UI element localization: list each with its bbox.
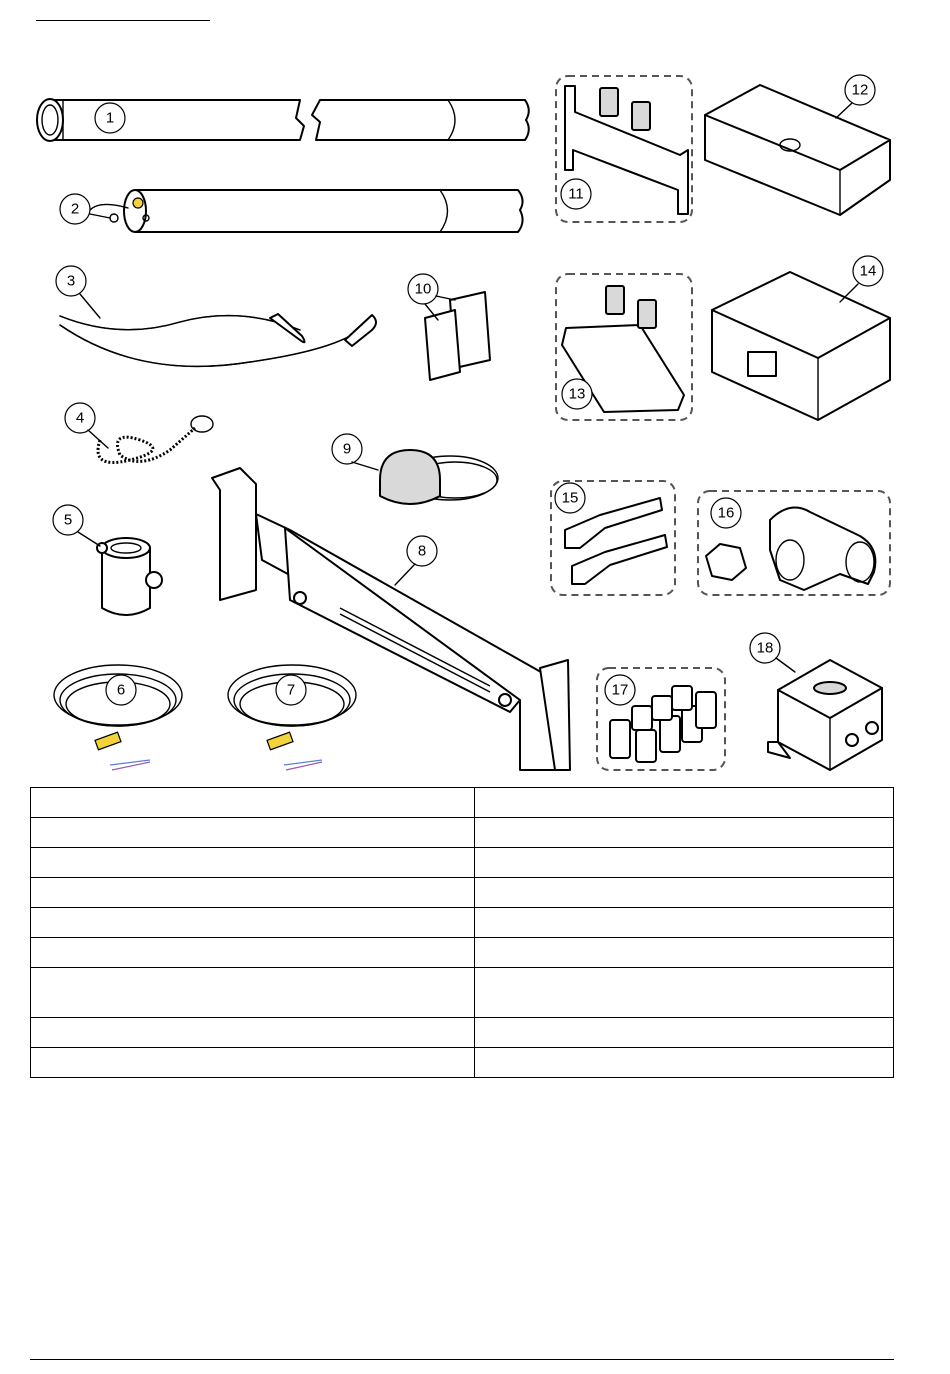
callout-5 [53, 505, 83, 535]
svg-text:12: 12 [851, 81, 869, 99]
callout-13 [562, 379, 592, 409]
table-row [31, 938, 894, 968]
callout-3 [56, 266, 86, 296]
table-row [31, 1048, 894, 1078]
svg-text:8: 8 [417, 542, 427, 560]
svg-text:9: 9 [342, 440, 352, 458]
table-row [31, 848, 894, 878]
callout-6 [106, 675, 136, 705]
callout-8 [407, 536, 437, 566]
callout-15 [555, 483, 585, 513]
table-cell [31, 818, 475, 848]
table-row [31, 1018, 894, 1048]
table-cell [475, 848, 894, 878]
callout-12 [845, 75, 875, 105]
footer-rule [30, 1359, 894, 1360]
svg-text:14: 14 [859, 262, 877, 280]
callout-2 [60, 194, 90, 224]
table-cell [31, 848, 475, 878]
part-5-clamp [97, 538, 162, 615]
table-row [31, 788, 894, 818]
svg-text:13: 13 [568, 385, 586, 403]
svg-text:1: 1 [105, 109, 115, 127]
table-cell [475, 1018, 894, 1048]
table-cell [475, 938, 894, 968]
callout-16 [711, 498, 741, 528]
svg-text:4: 4 [75, 409, 85, 427]
table-row [31, 818, 894, 848]
part-14-case [712, 272, 890, 420]
bolt-icon [133, 198, 143, 208]
svg-text:16: 16 [717, 504, 735, 522]
svg-text:10: 10 [414, 280, 432, 298]
part-10-modules [425, 292, 490, 380]
callout-14 [853, 256, 883, 286]
svg-text:17: 17 [611, 681, 629, 699]
table-row [31, 968, 894, 1018]
table-cell [475, 818, 894, 848]
part-4-bead-chain [98, 416, 213, 463]
table-cell [475, 968, 894, 1018]
svg-text:11: 11 [568, 185, 584, 203]
table-row [31, 908, 894, 938]
table-cell [475, 908, 894, 938]
callout-7 [276, 675, 306, 705]
svg-text:7: 7 [286, 681, 296, 699]
part-18-junction-box [768, 660, 882, 770]
callout-18 [750, 633, 780, 663]
table-cell [31, 968, 475, 1018]
table-cell [475, 1048, 894, 1078]
parts-table [30, 787, 894, 1078]
part-2-end-pipe [90, 190, 523, 232]
callout-1 [95, 103, 125, 133]
table-row [31, 878, 894, 908]
table-cell [31, 1048, 475, 1078]
table-cell [475, 788, 894, 818]
part-8-bracket-arm [212, 468, 570, 770]
table-cell [31, 1018, 475, 1048]
svg-text:15: 15 [561, 489, 579, 507]
svg-text:18: 18 [756, 639, 774, 657]
part-3-chain [60, 314, 376, 366]
callout-11 [561, 179, 591, 209]
table-cell [31, 938, 475, 968]
svg-text:2: 2 [70, 200, 80, 218]
callout-4 [65, 403, 95, 433]
svg-text:3: 3 [66, 272, 76, 290]
table-cell [31, 878, 475, 908]
svg-text:6: 6 [116, 681, 126, 699]
table-cell [475, 878, 894, 908]
table-cell [31, 788, 475, 818]
callout-9 [332, 434, 362, 464]
callout-17 [605, 675, 635, 705]
callout-10 [408, 274, 438, 304]
svg-text:5: 5 [63, 511, 73, 529]
table-cell [31, 908, 475, 938]
part-9-antenna [380, 450, 498, 504]
